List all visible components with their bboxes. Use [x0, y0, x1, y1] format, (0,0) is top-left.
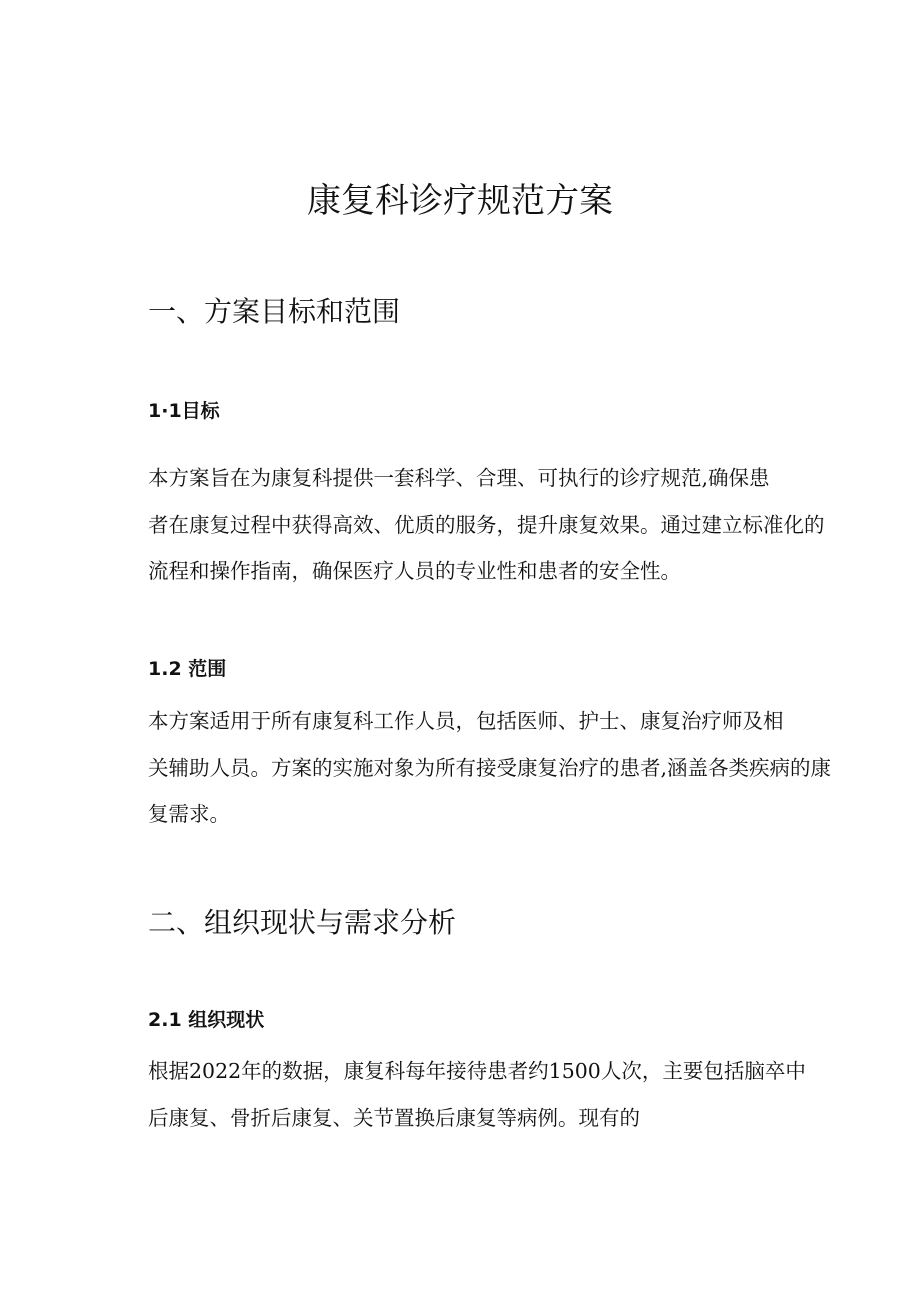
- subsection-heading-1-1: 1·1目标: [148, 400, 220, 422]
- paragraph-2-1: [148, 1048, 828, 1141]
- paragraph-line: 流程和操作指南，确保医疗人员的专业性和患者的安全性。: [148, 559, 681, 583]
- paragraph-line: 根据2022年的数据，康复科每年接待患者约1500人次，主要包括脑卒中: [148, 1059, 806, 1083]
- paragraph-line: 关辅助人员。方案的实施对象为所有接受康复治疗的患者,涵盖各类疾病的康: [148, 755, 832, 780]
- paragraph-1-2: [148, 698, 832, 838]
- section-heading-2: 二、组织现状与需求分析: [148, 906, 457, 939]
- paragraph-line: 后康复、骨折后康复、关节置换后康复等病例。现有的: [148, 1105, 640, 1130]
- paragraph-1-1: [148, 455, 828, 595]
- document-title: 康复科诊疗规范方案: [307, 181, 613, 221]
- paragraph-line: 本方案适用于所有康复科工作人员，包括医师、护士、康复治疗师及相: [148, 709, 784, 733]
- paragraph-line: 本方案旨在为康复科提供一套科学、合理、可执行的诊疗规范,确保患: [148, 466, 770, 490]
- subsection-heading-1-2: 1.2 范围: [148, 658, 227, 680]
- paragraph-line: 者在康复过程中获得高效、优质的服务，提升康复效果。通过建立标准化的: [148, 512, 825, 537]
- section-heading-1: 一、方案目标和范围: [148, 295, 401, 328]
- paragraph-line: 复需求。: [148, 802, 230, 826]
- subsection-heading-2-1: 2.1 组织现状: [148, 1009, 265, 1031]
